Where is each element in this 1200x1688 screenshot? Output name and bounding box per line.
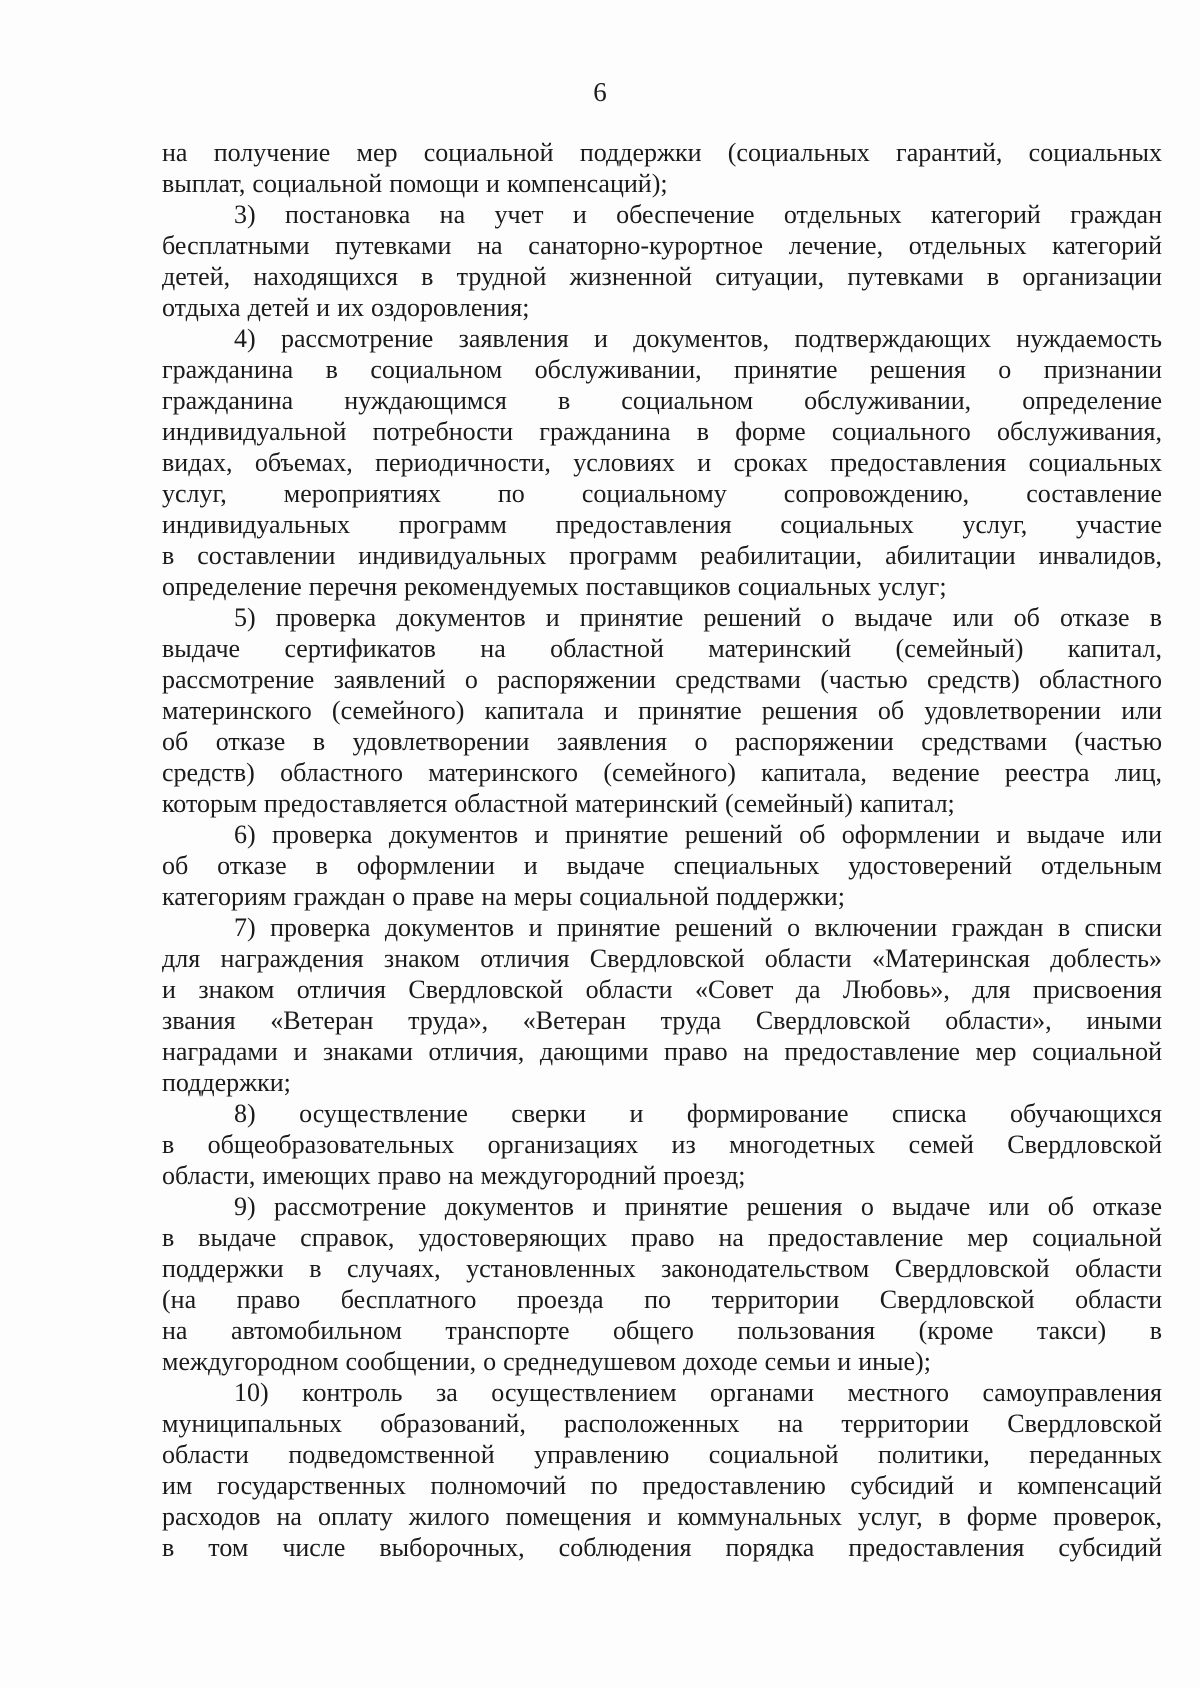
text-line: наградами и знаками отличия, дающими право на предоставление мер социальной: [162, 1037, 1162, 1066]
text-line: выдаче сертификатов на областной материнский (семейный) капитал,: [162, 634, 1162, 663]
text-line: и знаком отличия Свердловской области «Совет да Любовь», для присвоения: [162, 975, 1162, 1004]
text-line: услуг, мероприятиях по социальному сопровождению, составление: [162, 479, 1162, 508]
text-line: на автомобильном транспорте общего пользования (кроме такси) в: [162, 1316, 1162, 1345]
text-line: звания «Ветеран труда», «Ветеран труда Свердловской области», иными: [162, 1006, 1162, 1035]
text-line: 10) контроль за осуществлением органами местного самоуправления: [234, 1378, 1162, 1407]
text-line: 8) осуществление сверки и формирование списка обучающихся: [234, 1099, 1162, 1128]
text-line: им государственных полномочий по предоставлению субсидий и компенсаций: [162, 1471, 1162, 1500]
text-line: рассмотрение заявлений о распоряжении средствами (частью средств) областного: [162, 665, 1162, 694]
text-line: средств) областного материнского (семейного) капитала, ведение реестра лиц,: [162, 758, 1162, 787]
text-line: 6) проверка документов и принятие решений об оформлении и выдаче или: [234, 820, 1162, 849]
text-line: выплат, социальной помощи и компенсаций);: [162, 169, 668, 198]
text-line: гражданина в социальном обслуживании, принятие решения о признании: [162, 355, 1162, 384]
text-line: отдыха детей и их оздоровления;: [162, 293, 530, 322]
text-line: которым предоставляется областной материнский (семейный) капитал;: [162, 789, 955, 818]
text-line: 4) рассмотрение заявления и документов, подтверждающих нуждаемость: [234, 324, 1162, 353]
text-line: в том числе выборочных, соблюдения порядка предоставления субсидий: [162, 1533, 1162, 1562]
text-line: 3) постановка на учет и обеспечение отдельных категорий граждан: [234, 200, 1162, 229]
text-line: определение перечня рекомендуемых поставщиков социальных услуг;: [162, 572, 947, 601]
text-line: (на право бесплатного проезда по территории Свердловской области: [162, 1285, 1162, 1314]
text-line: поддержки;: [162, 1068, 291, 1097]
text-line: в общеобразовательных организациях из многодетных семей Свердловской: [162, 1130, 1162, 1159]
page-number: 6: [593, 77, 607, 107]
text-line: 9) рассмотрение документов и принятие решения о выдаче или об отказе: [234, 1192, 1162, 1221]
document-body: [162, 137, 1162, 1563]
text-line: детей, находящихся в трудной жизненной ситуации, путевками в организации: [162, 262, 1162, 291]
text-line: видах, объемах, периодичности, условиях и сроках предоставления социальных: [162, 448, 1162, 477]
text-line: расходов на оплату жилого помещения и коммунальных услуг, в форме проверок,: [162, 1502, 1162, 1531]
text-line: категориям граждан о праве на меры социальной поддержки;: [162, 882, 845, 911]
text-line: индивидуальных программ предоставления социальных услуг, участие: [162, 510, 1162, 539]
text-line: междугородном сообщении, о среднедушевом доходе семьи и иные);: [162, 1347, 931, 1376]
text-line: об отказе в оформлении и выдаче специальных удостоверений отдельным: [162, 851, 1162, 880]
text-line: муниципальных образований, расположенных на территории Свердловской: [162, 1409, 1162, 1438]
text-line: поддержки в случаях, установленных законодательством Свердловской области: [162, 1254, 1162, 1283]
text-line: для награждения знаком отличия Свердловской области «Материнская доблесть»: [162, 944, 1162, 973]
text-line: материнского (семейного) капитала и принятие решения об удовлетворении или: [162, 696, 1162, 725]
text-line: на получение мер социальной поддержки (социальных гарантий, социальных: [162, 138, 1162, 167]
text-line: в составлении индивидуальных программ реабилитации, абилитации инвалидов,: [162, 541, 1162, 570]
text-line: об отказе в удовлетворении заявления о распоряжении средствами (частью: [162, 727, 1162, 756]
text-line: 7) проверка документов и принятие решений о включении граждан в списки: [234, 913, 1162, 942]
text-line: индивидуальной потребности гражданина в форме социального обслуживания,: [162, 417, 1162, 446]
text-line: области, имеющих право на междугородний проезд;: [162, 1161, 746, 1190]
text-line: в выдаче справок, удостоверяющих право на предоставление мер социальной: [162, 1223, 1162, 1252]
text-line: 5) проверка документов и принятие решений о выдаче или об отказе в: [234, 603, 1162, 632]
text-line: области подведомственной управлению социальной политики, переданных: [162, 1440, 1162, 1469]
text-line: гражданина нуждающимся в социальном обслуживании, определение: [162, 386, 1162, 415]
text-line: бесплатными путевками на санаторно-курортное лечение, отдельных категорий: [162, 231, 1162, 260]
